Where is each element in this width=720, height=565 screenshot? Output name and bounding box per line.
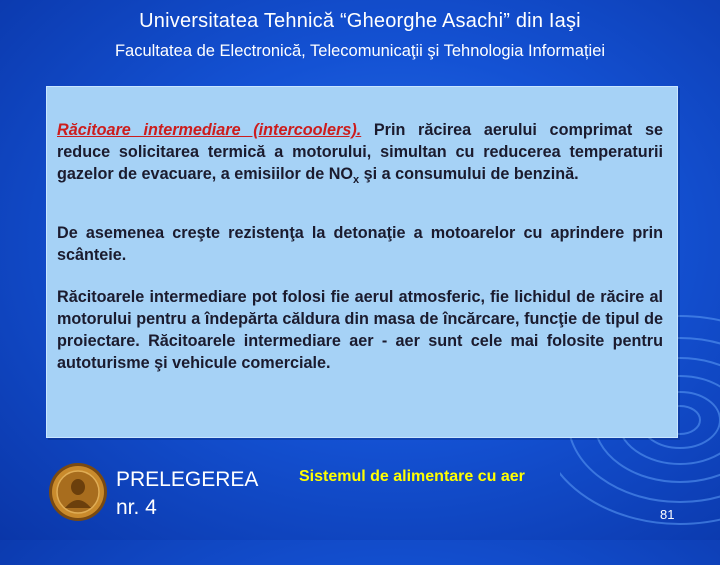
paragraph-cooling-media: Răcitoarele intermediare pot folosi fie aerul atmosferic, fie lichidul de răcire al motorului pentru a îndepărta căldura din masa de încărcare, funcţie de tipul de proiectare. Răcitoarele intermediare aer - aer sunt cele mai folosite pentru autoturisme şi vehicule comerciale. xyxy=(57,288,663,372)
faculty-subtitle: Facultatea de Electronică, Telecomunicaţii şi Tehnologia Informației xyxy=(114,42,606,60)
lecture-number: nr. 4 xyxy=(116,496,157,519)
content-box xyxy=(46,86,678,438)
lecture-label xyxy=(116,466,258,522)
medal-portrait-icon xyxy=(48,462,108,522)
paragraph-1-tail: şi a consumului de benzină. xyxy=(359,165,579,183)
paragraph-intercoolers xyxy=(57,119,663,191)
nox-subscript: x xyxy=(353,174,360,186)
university-title: Universitatea Tehnică “Gheorghe Asachi” din Iaşi xyxy=(139,10,581,32)
term-intercoolers: Răcitoare intermediare (intercoolers). xyxy=(57,121,362,139)
lecture-title: PRELEGEREA xyxy=(116,468,259,491)
page-number: 81 xyxy=(660,507,675,522)
course-title: Sistemul de alimentare cu aer xyxy=(299,468,525,485)
paragraph-1-text: Prin răcirea aerului comprimat se reduce solicitarea termică a motorului, simultan cu reducerea temperaturii gazelor de evacuare, a emisiilor de NO xyxy=(57,121,663,183)
paragraph-detonation: De asemenea creşte rezistenţa la detonaţie a motoarelor cu aprindere prin scânteie. xyxy=(57,224,663,264)
